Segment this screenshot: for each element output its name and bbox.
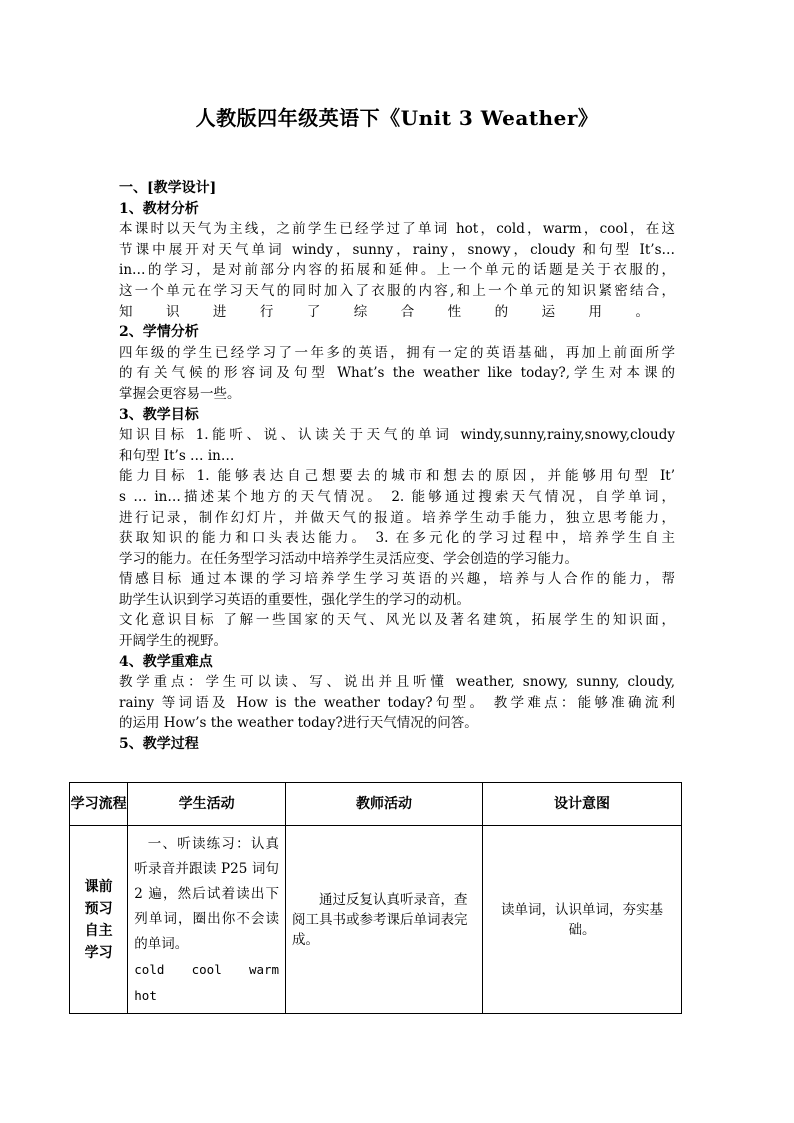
teaching-process-table xyxy=(69,782,682,1014)
paragraph-line: 四年级的学生已经学习了一年多的英语，拥有一定的英语基础，再加上前面所学 xyxy=(119,344,675,361)
heading-textbook-analysis: 1、教材分析 xyxy=(119,200,199,217)
table-header-cell: 学生活动 xyxy=(128,783,286,826)
word-list-line: hot xyxy=(134,988,157,1003)
paragraph-line: 知识目标 1.能听、说、认读关于天气的单词 windy,sunny,rainy,snowy,cloudy xyxy=(119,427,675,444)
paragraph-line: 教学重点：学生可以读、写、说出并且听懂 weather, snowy, sunny, cloudy, xyxy=(119,674,675,691)
paragraph-line: in…的学习，是对前部分内容的拓展和延伸。上一个单元的话题是关于衣服的， xyxy=(119,262,675,279)
teacher-activity-text: 通过反复认真听录音，查阅工具书或参考课后单词表完成。 xyxy=(292,891,468,948)
heading-objectives: 3、教学目标 xyxy=(119,406,199,423)
paragraph-line: 的有关气候的形容词及句型 What’s the weather like today?,学生对本课的 xyxy=(119,365,675,382)
stage-cell xyxy=(70,826,128,1014)
document-title: 人教版四年级英语下《Unit 3 Weather》 xyxy=(195,106,599,130)
section-heading-teaching-design: 一、[教学设计] xyxy=(119,180,217,196)
paragraph-line: 助学生认识到学习英语的重要性，强化学生的学习的动机。 xyxy=(119,591,470,608)
paragraph-line: 学习的能力。在任务型学习活动中培养学生灵活应变、学会创造的学习能力。 xyxy=(119,550,578,567)
table-header-cell: 学习流程 xyxy=(70,783,128,826)
paragraph-line: 情感目标 通过本课的学习培养学生学习英语的兴趣，培养与人合作的能力，帮 xyxy=(119,571,675,588)
heading-learner-analysis: 2、学情分析 xyxy=(119,324,199,341)
teacher-activity-cell xyxy=(286,826,483,1014)
word-list-line: cold cool warm xyxy=(134,962,280,977)
table-row xyxy=(70,826,682,1014)
paragraph-line: 节课中展开对天气单词 windy，sunny，rainy，snowy，cloudy 和句型 It’s… xyxy=(119,241,675,258)
document-body xyxy=(119,178,675,755)
stage-label: 课前预习自主学习 xyxy=(84,878,113,961)
paragraph-line: s … in…描述某个地方的天气情况。 2. 能够通过搜索天气情况，自学单词， xyxy=(119,488,675,505)
design-intent-text: 读单词，认识单词，夯实基础。 xyxy=(501,901,663,938)
design-intent-cell xyxy=(483,826,682,1014)
student-activity-text: 一、听读练习：认真听录音并跟读 P25 词句 2 遍，然后试着读出下列单词，圈出你不会读的单词。 xyxy=(134,836,280,952)
paragraph-line: 的运用 How’s the weather today?进行天气情况的问答。 xyxy=(119,715,478,732)
paragraph-line: 和句型 It’s … in… xyxy=(119,447,235,464)
paragraph-line: 这一个单元在学习天气的同时加入了衣服的内容,和上一个单元的知识紧密结合， xyxy=(119,282,675,299)
student-activity-cell xyxy=(128,826,286,1014)
paragraph-line: 掌握会更容易一些。 xyxy=(119,385,241,402)
paragraph-line: rainy 等词语及 How is the weather today?句型。 教学难点：能够准确流利 xyxy=(119,694,675,711)
paragraph-line: 本课时以天气为主线，之前学生已经学过了单词 hot，cold，warm，cool，在这 xyxy=(119,221,675,238)
table-header-cell: 设计意图 xyxy=(483,783,682,826)
table-header-cell: 教师活动 xyxy=(286,783,483,826)
table-header-row xyxy=(70,783,682,826)
paragraph-line: 开阔学生的视野。 xyxy=(119,633,227,650)
paragraph-line: 知识进行了综合性的运用。 xyxy=(119,303,675,320)
paragraph-line: 能力目标 1. 能够表达自己想要去的城市和想去的原因，并能够用句型 It’ xyxy=(119,468,675,485)
paragraph-line: 进行记录，制作幻灯片，并做天气的报道。培养学生动手能力，独立思考能力， xyxy=(119,509,675,526)
paragraph-line: 文化意识目标 了解一些国家的天气、风光以及著名建筑，拓展学生的知识面， xyxy=(119,612,675,629)
heading-key-points: 4、教学重难点 xyxy=(119,653,213,670)
paragraph-line: 获取知识的能力和口头表达能力。 3. 在多元化的学习过程中，培养学生自主 xyxy=(119,530,675,547)
heading-teaching-process: 5、教学过程 xyxy=(119,736,199,753)
